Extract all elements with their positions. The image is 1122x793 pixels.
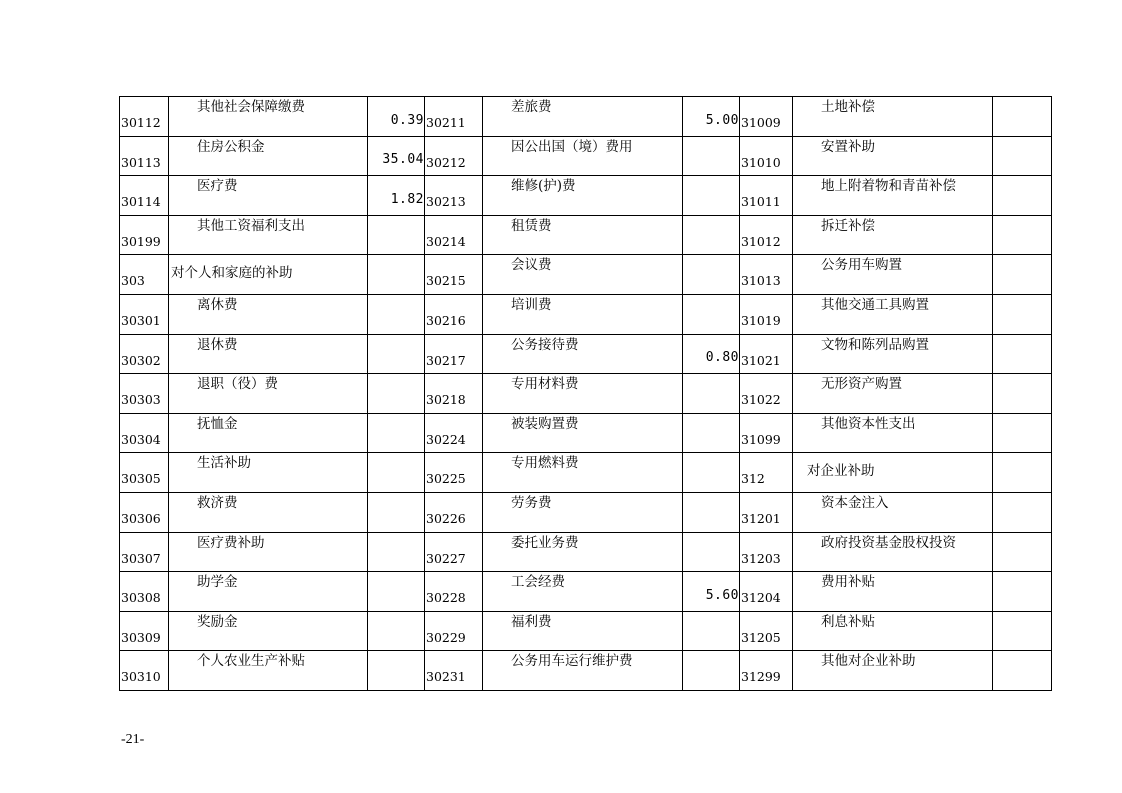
amount-cell <box>368 136 425 176</box>
amount-value: 1.82 <box>390 191 424 207</box>
code-cell <box>740 492 793 532</box>
economic-code: 30113 <box>121 154 161 170</box>
item-name: 因公出国（境）费用 <box>511 138 633 155</box>
page-number: -21- <box>121 732 145 747</box>
item-name-cell <box>483 294 683 334</box>
item-name: 住房公积金 <box>197 138 265 155</box>
item-name: 委托业务费 <box>511 534 579 551</box>
economic-code: 31009 <box>741 115 781 131</box>
amount-cell <box>368 532 425 572</box>
code-cell <box>120 651 169 691</box>
amount-cell <box>993 572 1052 612</box>
economic-code: 30231 <box>426 669 466 685</box>
expense-table <box>119 96 1052 691</box>
item-name: 专用材料费 <box>511 376 579 393</box>
table-row <box>120 651 1052 691</box>
economic-code: 30217 <box>426 352 466 368</box>
item-name-cell <box>793 294 993 334</box>
item-name: 资本金注入 <box>821 494 889 511</box>
item-name: 公务用车运行维护费 <box>511 653 633 670</box>
code-cell <box>120 611 169 651</box>
amount-cell <box>683 572 740 612</box>
item-name: 土地补偿 <box>821 99 875 115</box>
code-cell <box>120 413 169 453</box>
item-name: 培训费 <box>511 296 552 313</box>
economic-code: 30112 <box>121 115 161 131</box>
item-name-cell <box>483 572 683 612</box>
code-cell <box>740 294 793 334</box>
economic-code: 30212 <box>426 154 466 170</box>
amount-cell <box>683 453 740 493</box>
item-name-cell <box>793 572 993 612</box>
code-cell <box>425 136 483 176</box>
economic-code: 30224 <box>426 431 466 447</box>
table-row <box>120 611 1052 651</box>
item-name: 无形资产购置 <box>821 376 902 393</box>
table-body <box>120 97 1052 691</box>
economic-code: 30213 <box>426 194 466 210</box>
table-row <box>120 136 1052 176</box>
item-name-cell <box>793 532 993 572</box>
economic-code: 30226 <box>426 511 466 527</box>
item-name: 抚恤金 <box>197 415 238 432</box>
item-name-cell <box>169 651 368 691</box>
code-cell <box>425 334 483 374</box>
economic-code: 30229 <box>426 629 466 645</box>
amount-cell <box>368 651 425 691</box>
code-cell <box>740 651 793 691</box>
amount-cell <box>683 97 740 137</box>
amount-cell <box>368 611 425 651</box>
item-name: 地上附着物和青苗补偿 <box>821 178 956 195</box>
code-cell <box>425 611 483 651</box>
item-name: 安置补助 <box>821 138 875 155</box>
item-name: 救济费 <box>197 494 238 511</box>
item-name: 其他交通工具购置 <box>821 296 929 313</box>
item-name-cell <box>169 97 368 137</box>
item-name: 医疗费补助 <box>197 534 265 551</box>
code-cell <box>120 255 169 295</box>
item-name-cell <box>169 215 368 255</box>
item-name-cell <box>169 374 368 414</box>
amount-cell <box>683 413 740 453</box>
item-name: 维修(护)费 <box>511 178 576 195</box>
table-row <box>120 294 1052 334</box>
amount-cell <box>683 492 740 532</box>
item-name-cell <box>169 255 368 295</box>
amount-cell <box>993 334 1052 374</box>
economic-code: 30305 <box>121 471 161 487</box>
item-name-cell <box>793 611 993 651</box>
item-name-cell <box>483 334 683 374</box>
economic-code: 31201 <box>741 511 781 527</box>
code-cell <box>425 453 483 493</box>
code-cell <box>425 492 483 532</box>
amount-cell <box>993 374 1052 414</box>
amount-cell <box>683 532 740 572</box>
economic-code: 31099 <box>741 431 781 447</box>
item-name: 退休费 <box>197 336 238 353</box>
amount-cell <box>993 453 1052 493</box>
item-name: 对企业补助 <box>807 463 875 480</box>
item-name: 其他社会保障缴费 <box>197 99 305 115</box>
item-name: 文物和陈列品购置 <box>821 336 929 353</box>
item-name-cell <box>483 136 683 176</box>
economic-code: 31021 <box>741 352 781 368</box>
item-name: 医疗费 <box>197 178 238 195</box>
item-name-cell <box>169 611 368 651</box>
item-name-cell <box>169 532 368 572</box>
economic-code: 30302 <box>121 352 161 368</box>
item-name-cell <box>483 176 683 216</box>
code-cell <box>425 374 483 414</box>
economic-code: 30310 <box>121 669 161 685</box>
item-name-cell <box>169 294 368 334</box>
code-cell <box>120 453 169 493</box>
amount-cell <box>993 611 1052 651</box>
code-cell <box>740 413 793 453</box>
item-name: 退职（役）费 <box>197 376 278 393</box>
item-name: 其他工资福利支出 <box>197 217 305 234</box>
economic-code: 31011 <box>741 194 781 210</box>
amount-cell <box>993 532 1052 572</box>
code-cell <box>740 176 793 216</box>
item-name-cell <box>483 453 683 493</box>
economic-code: 30306 <box>121 511 161 527</box>
item-name: 政府投资基金股权投资 <box>821 534 956 551</box>
item-name-cell <box>793 492 993 532</box>
economic-code: 31019 <box>741 313 781 329</box>
amount-cell <box>368 255 425 295</box>
item-name: 福利费 <box>511 613 552 630</box>
amount-value: 5.60 <box>705 587 739 603</box>
item-name: 生活补助 <box>197 455 251 472</box>
code-cell <box>740 255 793 295</box>
item-name: 其他资本性支出 <box>821 415 916 432</box>
economic-code: 30303 <box>121 392 161 408</box>
amount-cell <box>683 136 740 176</box>
amount-cell <box>683 215 740 255</box>
amount-cell <box>683 374 740 414</box>
amount-cell <box>683 255 740 295</box>
item-name: 被装购置费 <box>511 415 579 432</box>
economic-code: 30307 <box>121 550 161 566</box>
economic-code: 31010 <box>741 154 781 170</box>
economic-code: 30309 <box>121 629 161 645</box>
amount-cell <box>368 572 425 612</box>
code-cell <box>740 215 793 255</box>
code-cell <box>120 492 169 532</box>
table-row <box>120 572 1052 612</box>
amount-cell <box>993 97 1052 137</box>
table-row <box>120 413 1052 453</box>
item-name-cell <box>483 532 683 572</box>
economic-code: 30227 <box>426 550 466 566</box>
code-cell <box>425 532 483 572</box>
code-cell <box>740 374 793 414</box>
code-cell <box>425 97 483 137</box>
item-name: 专用燃料费 <box>511 455 579 472</box>
amount-cell <box>993 294 1052 334</box>
item-name: 租赁费 <box>511 217 552 234</box>
item-name-cell <box>483 413 683 453</box>
item-name: 个人农业生产补贴 <box>197 653 305 670</box>
amount-cell <box>993 136 1052 176</box>
item-name-cell <box>169 334 368 374</box>
item-name-cell <box>793 255 993 295</box>
economic-code: 30304 <box>121 431 161 447</box>
item-name-cell <box>793 453 993 493</box>
economic-code: 30214 <box>426 233 466 249</box>
economic-code: 31204 <box>741 590 781 606</box>
amount-cell <box>368 294 425 334</box>
code-cell <box>120 294 169 334</box>
item-name: 拆迁补偿 <box>821 217 875 234</box>
code-cell <box>740 572 793 612</box>
item-name-cell <box>483 611 683 651</box>
amount-cell <box>993 413 1052 453</box>
table-row <box>120 334 1052 374</box>
code-cell <box>425 255 483 295</box>
item-name: 利息补贴 <box>821 613 875 630</box>
item-name: 公务用车购置 <box>821 257 902 274</box>
economic-code: 30215 <box>426 273 466 289</box>
table-row <box>120 255 1052 295</box>
item-name-cell <box>793 176 993 216</box>
item-name: 其他对企业补助 <box>821 653 916 670</box>
item-name-cell <box>483 215 683 255</box>
economic-code: 30114 <box>121 194 161 210</box>
item-name-cell <box>483 374 683 414</box>
amount-value: 5.00 <box>705 112 739 128</box>
item-name-cell <box>483 492 683 532</box>
code-cell <box>425 176 483 216</box>
economic-code: 31203 <box>741 550 781 566</box>
economic-code: 31205 <box>741 629 781 645</box>
amount-value: 35.04 <box>382 152 424 168</box>
code-cell <box>425 651 483 691</box>
amount-cell <box>368 492 425 532</box>
code-cell <box>120 97 169 137</box>
economic-code: 30225 <box>426 471 466 487</box>
economic-code: 30228 <box>426 590 466 606</box>
table-row <box>120 97 1052 137</box>
item-name-cell <box>793 97 993 137</box>
amount-cell <box>683 294 740 334</box>
economic-code: 30301 <box>121 313 161 329</box>
economic-code: 30216 <box>426 313 466 329</box>
code-cell <box>120 532 169 572</box>
item-name: 劳务费 <box>511 494 552 511</box>
code-cell <box>120 136 169 176</box>
economic-code: 303 <box>121 273 145 289</box>
item-name-cell <box>793 413 993 453</box>
amount-value: 0.39 <box>390 112 424 128</box>
economic-code: 31022 <box>741 392 781 408</box>
code-cell <box>425 572 483 612</box>
amount-cell <box>368 374 425 414</box>
item-name: 会议费 <box>511 257 552 274</box>
amount-cell <box>683 176 740 216</box>
amount-cell <box>993 176 1052 216</box>
amount-value: 0.80 <box>705 350 739 366</box>
code-cell <box>740 532 793 572</box>
item-name: 助学金 <box>197 574 238 591</box>
economic-code: 312 <box>741 471 765 487</box>
amount-cell <box>993 255 1052 295</box>
amount-cell <box>368 413 425 453</box>
item-name-cell <box>483 255 683 295</box>
item-name-cell <box>169 453 368 493</box>
item-name: 差旅费 <box>511 99 552 115</box>
item-name: 公务接待费 <box>511 336 579 353</box>
code-cell <box>120 215 169 255</box>
item-name: 奖励金 <box>197 613 238 630</box>
code-cell <box>120 374 169 414</box>
amount-cell <box>368 453 425 493</box>
amount-cell <box>368 176 425 216</box>
economic-code: 30308 <box>121 590 161 606</box>
code-cell <box>425 294 483 334</box>
item-name: 费用补贴 <box>821 574 875 591</box>
amount-cell <box>368 334 425 374</box>
code-cell <box>120 176 169 216</box>
code-cell <box>425 413 483 453</box>
code-cell <box>425 215 483 255</box>
item-name-cell <box>169 572 368 612</box>
item-name: 工会经费 <box>511 574 565 591</box>
item-name-cell <box>793 334 993 374</box>
economic-code: 30199 <box>121 233 161 249</box>
item-name-cell <box>793 136 993 176</box>
amount-cell <box>993 492 1052 532</box>
item-name-cell <box>793 374 993 414</box>
economic-code: 30218 <box>426 392 466 408</box>
amount-cell <box>683 611 740 651</box>
table-row <box>120 532 1052 572</box>
code-cell <box>120 334 169 374</box>
item-name-cell <box>793 651 993 691</box>
table-row <box>120 176 1052 216</box>
code-cell <box>740 611 793 651</box>
table-row <box>120 492 1052 532</box>
code-cell <box>740 334 793 374</box>
item-name-cell <box>169 176 368 216</box>
code-cell <box>740 136 793 176</box>
item-name-cell <box>169 492 368 532</box>
table-row <box>120 374 1052 414</box>
item-name: 对个人和家庭的补助 <box>171 265 293 282</box>
item-name-cell <box>483 97 683 137</box>
table-row <box>120 215 1052 255</box>
item-name-cell <box>169 413 368 453</box>
item-name-cell <box>169 136 368 176</box>
economic-code: 30211 <box>426 115 466 131</box>
code-cell <box>740 453 793 493</box>
code-cell <box>740 97 793 137</box>
economic-code: 31299 <box>741 669 781 685</box>
code-cell <box>120 572 169 612</box>
economic-code: 31013 <box>741 273 781 289</box>
amount-cell <box>683 334 740 374</box>
amount-cell <box>683 651 740 691</box>
amount-cell <box>993 651 1052 691</box>
economic-code: 31012 <box>741 233 781 249</box>
item-name-cell <box>793 215 993 255</box>
amount-cell <box>368 97 425 137</box>
amount-cell <box>993 215 1052 255</box>
item-name-cell <box>483 651 683 691</box>
table-row <box>120 453 1052 493</box>
item-name: 离休费 <box>197 296 238 313</box>
amount-cell <box>368 215 425 255</box>
